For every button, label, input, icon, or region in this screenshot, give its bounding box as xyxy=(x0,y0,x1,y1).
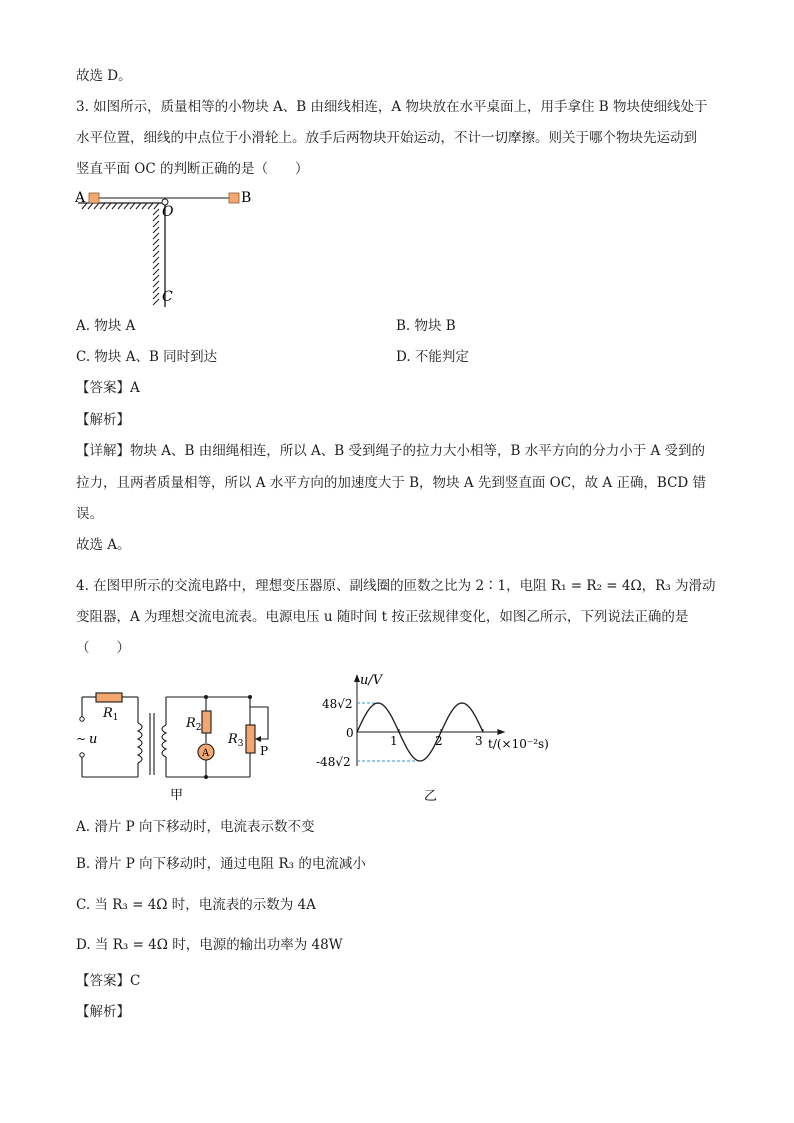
slider-arrow xyxy=(255,736,261,742)
ammeter-label: A xyxy=(202,748,210,759)
conclusion-text: 故选 A。 xyxy=(76,537,131,553)
data-point xyxy=(398,731,399,732)
resistor-r2 xyxy=(202,711,211,733)
y-axis-label: u/V xyxy=(360,673,383,688)
voltage-time-chart xyxy=(310,668,555,808)
data-point xyxy=(430,752,431,753)
data-point xyxy=(367,711,368,712)
data-point xyxy=(377,702,378,703)
data-point xyxy=(440,731,441,732)
figure-q3-pulley xyxy=(70,185,270,315)
question-3-text: 竖直平面 OC 的判断正确的是（ ） xyxy=(76,161,309,177)
analysis-label: 【解析】 xyxy=(76,1004,130,1020)
question-4-text: （ ） xyxy=(76,640,130,656)
label-r2: $R_2$ xyxy=(186,716,202,733)
x-tick-1: 1 xyxy=(390,734,398,748)
slider-label: P xyxy=(260,744,269,758)
data-point xyxy=(356,731,357,732)
text-line: 故选 D。 xyxy=(76,68,132,84)
option-d: D. 不能判定 xyxy=(396,349,469,365)
x-axis-label: t/(×10⁻²s) xyxy=(488,737,549,751)
data-point xyxy=(472,711,473,712)
option-c: C. 当 R₃ = 4Ω 时，电流表的示数为 4A xyxy=(76,897,316,913)
question-3-text: 水平位置，细线的中点位于小滑轮上。放手后两物块开始运动，不计一切摩擦。则关于哪个物块先运动到 xyxy=(76,130,697,146)
data-point xyxy=(482,731,483,732)
option-b: B. 物块 B xyxy=(396,318,456,334)
label-o: O xyxy=(162,204,174,220)
explanation-text: 拉力，且两者质量相等，所以 A 水平方向的加速度大于 B，物块 A 先到竖直面 OC，故 A 正确，BCD 错 xyxy=(76,475,707,491)
label-a: A xyxy=(75,190,86,206)
data-point xyxy=(409,752,410,753)
origin-label: 0 xyxy=(346,726,354,740)
option-c: C. 物块 A、B 同时到达 xyxy=(76,349,218,365)
explanation-text: 误。 xyxy=(76,506,103,522)
source-u: u xyxy=(89,732,98,747)
option-b: B. 滑片 P 向下移动时，通过电阻 R₃ 的电流减小 xyxy=(76,856,366,872)
data-point xyxy=(388,711,389,712)
caption-jia: 甲 xyxy=(170,788,184,803)
answer-label: 【答案】A xyxy=(76,380,140,396)
data-point xyxy=(461,702,462,703)
analysis-label: 【解析】 xyxy=(76,412,130,428)
answer-label: 【答案】C xyxy=(76,973,141,989)
rheostat-r3 xyxy=(246,725,255,753)
label-c: C xyxy=(162,289,173,305)
source-tilde: ~ xyxy=(76,732,87,746)
x-tick-2: 2 xyxy=(435,734,443,748)
option-a: A. 物块 A xyxy=(76,318,136,334)
label-b: B xyxy=(241,190,252,206)
question-3-text: 3. 如图所示，质量相等的小物块 A、B 由细线相连，A 物块放在水平桌面上，用手拿住 B 物块使细线处于 xyxy=(76,99,708,115)
x-axis-arrow xyxy=(497,729,505,735)
resistor-r1 xyxy=(96,693,122,702)
block-b xyxy=(229,193,239,203)
explanation-text: 【详解】物块 A、B 由细绳相连，所以 A、B 受到绳子的拉力大小相等，B 水平方向的分力小于 A 受到的 xyxy=(76,443,706,459)
option-d: D. 当 R₃ = 4Ω 时，电源的输出功率为 48W xyxy=(76,937,343,953)
block-a xyxy=(89,193,99,203)
x-tick-3: 3 xyxy=(475,734,483,748)
caption-yi: 乙 xyxy=(424,789,438,804)
circuit-diagram xyxy=(70,685,290,805)
question-4-text: 4. 在图甲所示的交流电路中，理想变压器原、副线圈的匝数之比为 2∶1，电阻 R₁ = R₂ = 4Ω，R₃ 为滑动 xyxy=(76,578,716,594)
label-r3: $R_3$ xyxy=(228,732,244,749)
label-r1: $R_1$ xyxy=(103,706,119,723)
question-4-text: 变阻器，A 为理想交流电流表。电源电压 u 随时间 t 按正弦规律变化，如图乙所示，下列说法正确的是 xyxy=(76,609,689,625)
data-point xyxy=(419,760,420,761)
option-a: A. 滑片 P 向下移动时，电流表示数不变 xyxy=(76,819,315,835)
y-tick-pos: 48√2 xyxy=(322,697,353,711)
y-tick-neg: -48√2 xyxy=(316,755,351,769)
data-point xyxy=(451,711,452,712)
